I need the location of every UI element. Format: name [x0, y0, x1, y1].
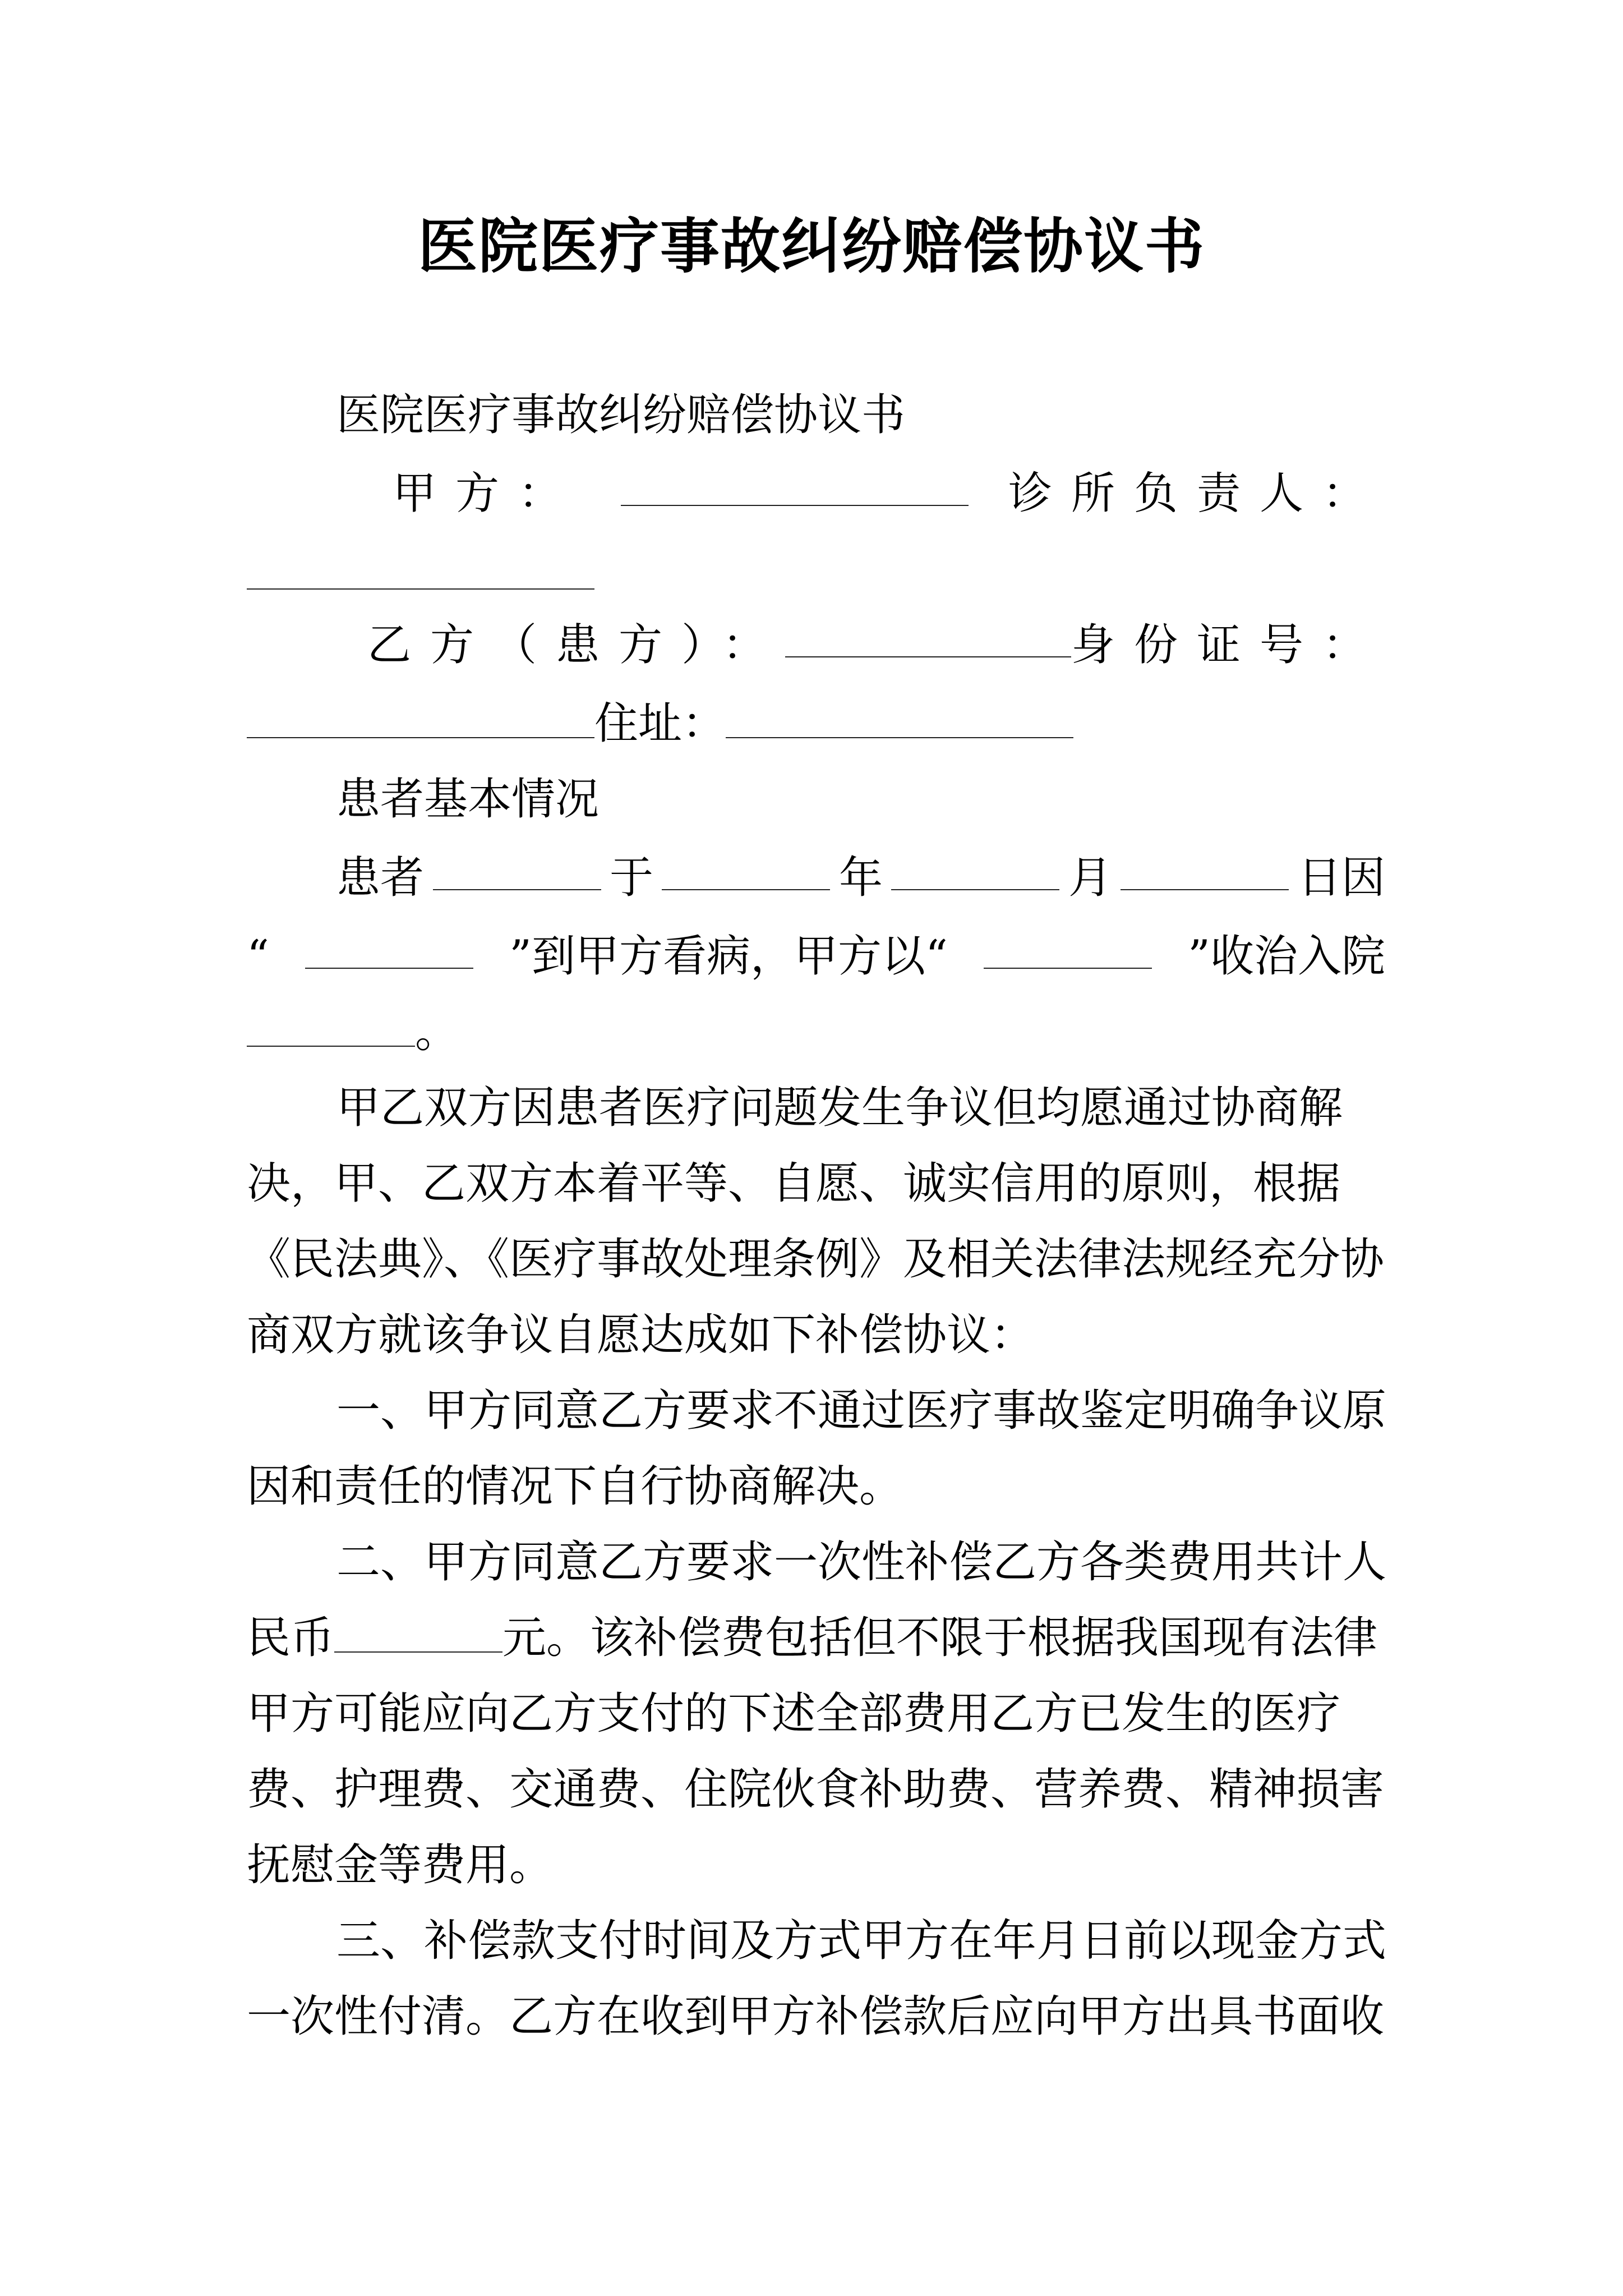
admit-text: ”收治入院: [1188, 931, 1385, 982]
document-subtitle: 医院医疗事故纠纷赔偿协议书: [336, 390, 906, 440]
clinic-head-line: [247, 547, 1385, 603]
clause-1-line-2: 因和责任的情况下自行协商解决。: [247, 1461, 903, 1512]
patient-name-blank[interactable]: [433, 850, 601, 890]
clause-3-line-2: 一次性付清。乙方在收到甲方补偿款后应向甲方出具书面收: [247, 1991, 1385, 2042]
period: 。: [415, 1007, 459, 1057]
intro-line-4: 商双方就该争议自愿达成如下补偿协议：: [247, 1310, 1035, 1360]
clause-2-line-3: 甲方可能应向乙方支付的下述全部费用乙方已发生的医疗: [247, 1688, 1341, 1739]
intro-line-1: 甲乙双方因患者医疗问题发生争议但均愿通过协商解: [336, 1083, 1343, 1133]
year-label: 年: [838, 853, 883, 903]
intro-line-3: 《民法典》、《医疗事故处理条例》及相关法律法规经充分协: [247, 1234, 1385, 1285]
address-line: [247, 696, 1385, 752]
currency-label: 民币: [247, 1613, 335, 1663]
month-blank[interactable]: [891, 850, 1059, 890]
address-blank[interactable]: [726, 698, 1073, 738]
diagnosis-blank[interactable]: [984, 928, 1152, 969]
id-number-blank[interactable]: [247, 698, 594, 738]
party-a-line: [393, 466, 1385, 522]
patient-line-2: [247, 928, 1385, 984]
clause-1-line-1: 一、甲方同意乙方要求不通过医疗事故鉴定明确争议原: [336, 1386, 1387, 1436]
document-title: 医院医疗事故纠纷赔偿协议书: [418, 211, 1205, 281]
clause-3-line-1: 三、补偿款支付时间及方式甲方在年月日前以现金方式: [336, 1916, 1387, 1966]
party-a-label: 甲方：: [393, 468, 582, 519]
month-label: 月: [1068, 853, 1112, 903]
address-label: 住址：: [594, 698, 726, 749]
patient-on-label: 于: [609, 853, 653, 903]
party-b-blank[interactable]: [785, 617, 1071, 657]
clause-2-line-1: 二、甲方同意乙方要求一次性补偿乙方各类费用共计人: [336, 1537, 1387, 1588]
intro-line-2: 决，甲、乙双方本着平等、自愿、诚实信用的原则，根据: [247, 1158, 1341, 1209]
patient-line-1: [336, 850, 1385, 906]
clause-2-line-5: 抚慰金等费用。: [247, 1840, 554, 1890]
clause-2-amount-text: 元。该补偿费包括但不限于根据我国现有法律: [502, 1613, 1378, 1663]
patient-line-3: [247, 1004, 1385, 1060]
party-b-label: 乙方（患方）：: [367, 620, 786, 670]
party-b-line: [367, 617, 1385, 673]
patient-section-heading: 患者基本情况: [336, 774, 600, 825]
patient-label: 患者: [336, 853, 425, 903]
party-a-blank[interactable]: [621, 466, 969, 506]
visit-text: ”到甲方看病，甲方以“: [509, 931, 948, 982]
reason-blank[interactable]: [305, 928, 473, 969]
amount-blank[interactable]: [334, 1612, 502, 1653]
day-label: 日因: [1297, 853, 1385, 903]
clinic-head-label: 诊所负责人：: [1008, 468, 1385, 519]
clinic-head-blank[interactable]: [247, 549, 594, 590]
admission-blank[interactable]: [247, 1006, 415, 1047]
day-blank[interactable]: [1121, 850, 1289, 890]
clause-2-line-2: [247, 1610, 1385, 1666]
open-quote: “: [247, 931, 269, 982]
clause-2-line-4: 费、护理费、交通费、住院伙食补助费、营养费、精神损害: [247, 1764, 1385, 1815]
year-blank[interactable]: [662, 850, 830, 890]
id-number-label: 身份证号：: [1071, 620, 1385, 670]
